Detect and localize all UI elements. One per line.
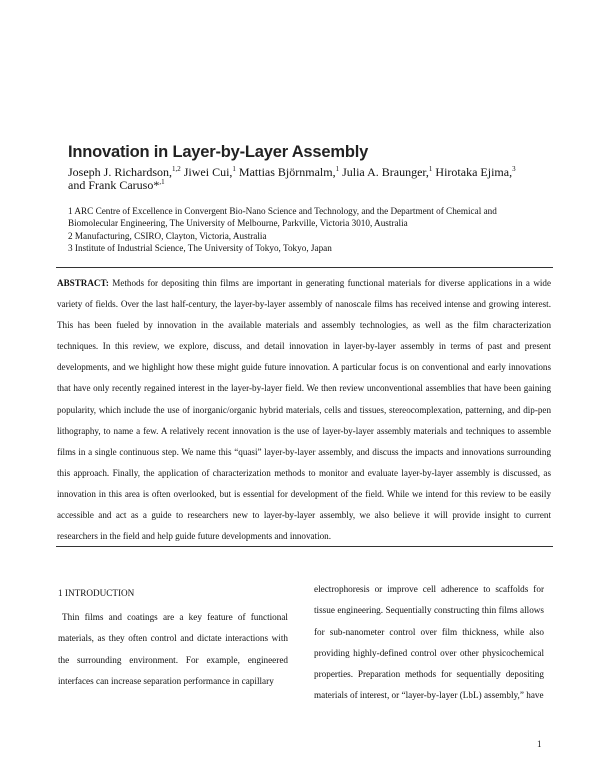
body-paragraph: Thin films and coatings are a key feature of functional materials, as they often control and dictate interactions with the surrounding environment. For example, engineered interfaces can increase separation performance in capillary: [58, 612, 288, 686]
author: and Frank Caruso*$^{,1}$: [68, 178, 165, 192]
body-paragraph: electrophoresis or improve cell adherence to scaffolds for tissue engineering. Sequentially constructing thin films allows for sub-nanometer control over film thickness, while also providing highly-defined control over other physicochemical properties. Preparation methods for sequentially depositing materials of interest, or “layer-by-layer (LbL) assembly,” have: [314, 584, 544, 701]
author: Hirotaka Ejima,$^3$: [432, 165, 516, 179]
abstract-bottom-rule: [56, 546, 553, 547]
affiliation: 2 Manufacturing, CSIRO, Clayton, Victoria, Australia: [68, 230, 267, 241]
author: Julia A. Braunger,$^1$: [339, 165, 433, 179]
abstract-text: Methods for depositing thin films are important in generating functional materials for diverse applications in a wide variety of fields. Over the last half-century, the layer-by-layer assembly of nanoscale films has received intense and growing interest. This has been fueled by innovation in the available materials and assembly technologies, as well as the film characterization techniques. In this review, we explore, discuss, and detail innovation in layer-by-layer assembly in terms of past and present developments, and we highlight how these might guide future innovation. A particular focus is on conventional and early innovations that have only recently regained interest in the layer-by-layer field. We then review unconventional assemblies that have been gaining popularity, which include the use of inorganic/organic hybrid materials, cells and tissues, stereocomplexation, patterning, and dip-pen lithography, to name a few. A relatively recent innovation is the use of layer-by-layer assembly materials and techniques to assemble films in a single continuous step. We name this “quasi” layer-by-layer assembly, and discuss the impacts and innovations surrounding this approach. Finally, the application of characterization methods to monitor and evaluate layer-by-layer assembly is discussed, as innovation in this area is often overlooked, but is essential for development of the field. While we intend for this review to be easily accessible and act as a guide to researchers new to layer-by-layer assembly, we also believe it will provide insight to current researchers in the field and help guide future developments and innovation.: [57, 278, 551, 542]
author-list: [68, 166, 538, 192]
section-heading: 1 INTRODUCTION: [58, 588, 135, 598]
paper-title: Innovation in Layer-by-Layer Assembly: [68, 143, 369, 161]
page-number: 1: [537, 739, 542, 749]
left-column: [58, 586, 288, 692]
affiliation-list: [68, 205, 538, 255]
right-column: [314, 579, 544, 707]
abstract-top-rule: [56, 267, 553, 268]
author: Mattias Björnmalm,$^1$: [235, 165, 340, 179]
author: Joseph J. Richardson,$^{1,2}$: [68, 165, 181, 179]
author: Jiwei Cui,$^1$: [180, 165, 236, 179]
abstract: [57, 273, 551, 547]
affiliation: 3 Institute of Industrial Science, The University of Tokyo, Tokyo, Japan: [68, 243, 332, 254]
affiliation: 1 ARC Centre of Excellence in Convergent Bio-Nano Science and Technology, and the Department of Chemical and Biomolecular Engineering, The University of Melbourne, Parkville, Victoria 3010, Australia: [68, 206, 497, 229]
abstract-label: ABSTRACT:: [57, 278, 109, 288]
